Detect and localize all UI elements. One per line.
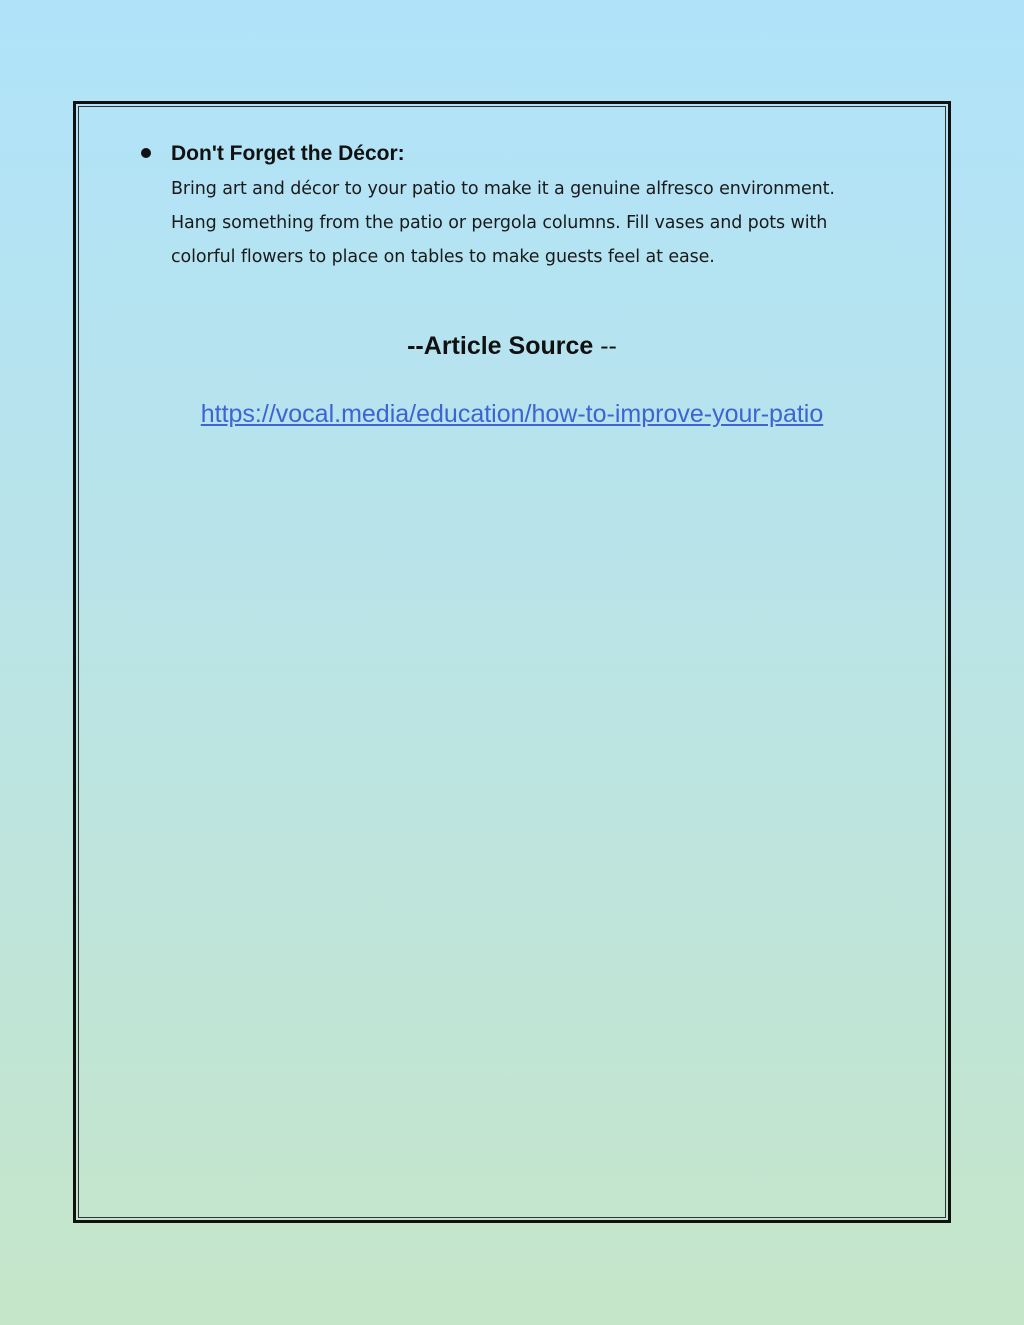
- article-source-heading-rest: --: [593, 332, 617, 360]
- article-source-heading: [76, 329, 948, 363]
- bullet-body: [171, 172, 931, 274]
- content-frame: [73, 101, 951, 1223]
- bullet-heading: Don't Forget the Décor:: [171, 142, 405, 165]
- bullet-dot-icon: [141, 148, 151, 158]
- bullet-body-line: Hang something from the patio or pergola columns. Fill vases and pots with: [171, 213, 828, 233]
- article-source-heading-bold: --Article Source: [407, 332, 594, 360]
- bullet-body-line: Bring art and décor to your patio to make it a genuine alfresco environment.: [171, 179, 835, 199]
- article-source-link[interactable]: https://vocal.media/education/how-to-improve-your-patio: [200, 400, 824, 428]
- bullet-item-decor: [171, 140, 931, 274]
- bullet-body-line: colorful flowers to place on tables to make guests feel at ease.: [171, 247, 715, 267]
